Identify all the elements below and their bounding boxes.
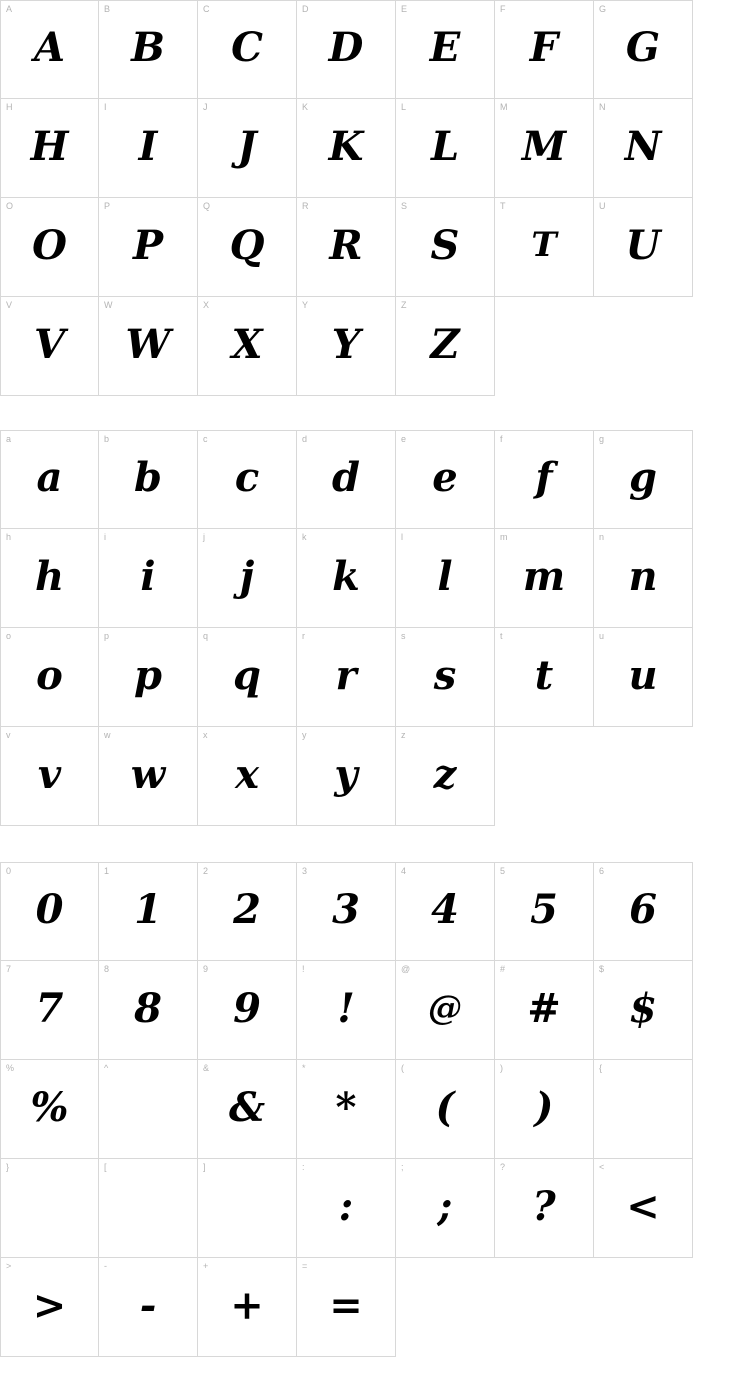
glyph-preview: J	[237, 122, 257, 170]
glyph-cell[interactable]	[99, 198, 198, 297]
glyph-cell[interactable]	[198, 529, 297, 628]
glyph-row	[0, 961, 740, 1060]
glyph-label: #	[500, 964, 506, 974]
glyph-cell[interactable]	[297, 862, 396, 961]
glyph-preview: w	[130, 750, 166, 798]
glyph-label: <	[599, 1162, 605, 1172]
glyph-preview: M	[521, 122, 567, 170]
glyph-preview: X	[231, 320, 263, 368]
glyph-label: D	[302, 4, 309, 14]
glyph-row	[0, 1258, 740, 1357]
glyph-preview: q	[233, 651, 261, 699]
glyph-cell[interactable]	[0, 862, 99, 961]
glyph-preview: !	[337, 984, 355, 1032]
glyph-row	[0, 297, 740, 396]
glyph-label: :	[302, 1162, 305, 1172]
glyph-preview: y	[334, 750, 358, 798]
glyph-cell[interactable]	[99, 961, 198, 1060]
glyph-preview: D	[328, 24, 364, 71]
glyph-preview: N	[624, 122, 662, 170]
glyph-cell[interactable]	[0, 99, 99, 198]
glyph-label: E	[401, 4, 408, 14]
glyph-preview: b	[134, 454, 162, 501]
glyph-preview: z	[433, 750, 457, 798]
glyph-preview: G	[625, 24, 661, 71]
glyph-label: K	[302, 102, 309, 112]
glyph-preview: r	[335, 651, 357, 699]
glyph-label: Z	[401, 300, 407, 310]
glyph-label: o	[6, 631, 12, 641]
glyph-label: R	[302, 201, 309, 211]
glyph-cell[interactable]	[495, 862, 594, 961]
glyph-cell[interactable]	[396, 0, 495, 99]
glyph-label: 5	[500, 866, 506, 876]
glyph-preview: )	[534, 1083, 554, 1131]
glyph-label: x	[203, 730, 208, 740]
glyph-cell[interactable]	[0, 529, 99, 628]
glyph-cell[interactable]	[495, 961, 594, 1060]
glyph-cell[interactable]	[198, 297, 297, 396]
glyph-label: ?	[500, 1162, 506, 1172]
glyph-cell[interactable]	[594, 628, 693, 727]
glyph-preview: <	[626, 1182, 660, 1230]
glyph-preview: :	[338, 1182, 354, 1230]
glyph-label: b	[104, 434, 110, 444]
glyph-label: [	[104, 1162, 107, 1172]
glyph-label: C	[203, 4, 210, 14]
glyph-preview: @	[428, 988, 462, 1028]
glyph-preview: 2	[233, 886, 261, 933]
glyph-preview: (	[435, 1083, 455, 1131]
glyph-preview: B	[131, 24, 165, 71]
glyph-preview: O	[32, 221, 67, 269]
glyph-label: ;	[401, 1162, 404, 1172]
glyph-cell-empty	[396, 1258, 495, 1357]
glyph-cell[interactable]	[297, 1258, 396, 1357]
glyph-label: W	[104, 300, 113, 310]
glyph-cell[interactable]	[0, 430, 99, 529]
glyph-label: &	[203, 1063, 210, 1073]
glyph-preview: v	[37, 750, 62, 798]
glyph-cell[interactable]	[99, 99, 198, 198]
glyph-cell[interactable]	[297, 961, 396, 1060]
glyph-preview: F	[529, 24, 559, 71]
glyph-preview: &	[228, 1083, 266, 1131]
glyph-cell[interactable]	[0, 961, 99, 1060]
glyph-cell[interactable]	[594, 1159, 693, 1258]
glyph-cell[interactable]	[198, 0, 297, 99]
glyph-cell[interactable]	[297, 0, 396, 99]
glyph-preview	[1, 1159, 98, 1257]
glyph-label: j	[203, 532, 206, 542]
glyph-cell[interactable]	[99, 0, 198, 99]
glyph-preview: h	[34, 552, 65, 600]
glyph-label: Y	[302, 300, 309, 310]
glyph-preview: S	[430, 221, 460, 269]
glyph-cell[interactable]	[99, 628, 198, 727]
glyph-label: a	[6, 434, 12, 444]
glyph-preview: %	[30, 1083, 69, 1131]
glyph-label: t	[500, 631, 503, 641]
glyph-cell[interactable]	[198, 961, 297, 1060]
glyph-cell[interactable]	[0, 297, 99, 396]
glyph-preview	[99, 1060, 197, 1158]
glyph-preview: Q	[229, 221, 265, 269]
glyph-preview: +	[230, 1281, 264, 1329]
glyph-cell[interactable]	[594, 99, 693, 198]
glyph-cell[interactable]	[396, 198, 495, 297]
glyph-label: k	[302, 532, 307, 542]
glyph-row	[0, 727, 740, 826]
glyph-preview: o	[36, 651, 63, 699]
glyph-label: M	[500, 102, 508, 112]
glyph-preview: >	[32, 1281, 67, 1329]
glyph-preview: V	[33, 320, 66, 368]
glyph-cell[interactable]	[99, 862, 198, 961]
glyph-label: c	[203, 434, 208, 444]
glyph-preview: ?	[532, 1182, 556, 1230]
glyph-cell[interactable]	[0, 198, 99, 297]
glyph-label: !	[302, 964, 305, 974]
glyph-preview: =	[329, 1281, 363, 1329]
glyph-cell[interactable]	[198, 727, 297, 826]
glyph-preview: x	[235, 750, 259, 798]
glyph-cell[interactable]	[495, 628, 594, 727]
glyph-cell[interactable]	[594, 430, 693, 529]
glyph-preview: g	[629, 454, 657, 501]
glyph-cell[interactable]	[0, 0, 99, 99]
glyph-row	[0, 430, 740, 529]
glyph-cell[interactable]	[297, 529, 396, 628]
glyph-preview: p	[134, 651, 162, 699]
glyph-label: 0	[6, 866, 12, 876]
glyph-label: 8	[104, 964, 110, 974]
glyph-cell-empty	[594, 727, 693, 826]
glyph-preview: I	[138, 122, 158, 170]
glyph-cell[interactable]	[594, 529, 693, 628]
glyph-cell[interactable]	[0, 628, 99, 727]
glyph-label: T	[500, 201, 506, 211]
glyph-label: U	[599, 201, 606, 211]
glyph-label: {	[599, 1063, 603, 1073]
glyph-preview: *	[335, 1083, 357, 1131]
glyph-cell[interactable]	[495, 430, 594, 529]
glyph-preview	[99, 1159, 197, 1257]
glyph-label: G	[599, 4, 607, 14]
glyph-label: S	[401, 201, 408, 211]
glyph-cell[interactable]	[396, 727, 495, 826]
glyph-label: l	[401, 532, 404, 542]
glyph-preview: s	[433, 651, 457, 699]
glyph-cell[interactable]	[495, 529, 594, 628]
glyph-preview: L	[430, 122, 460, 170]
glyph-label: @	[401, 964, 411, 974]
glyph-cell[interactable]	[0, 1159, 99, 1258]
glyph-cell[interactable]	[594, 862, 693, 961]
block-gap	[0, 826, 740, 862]
glyph-cell[interactable]	[99, 297, 198, 396]
glyph-label: f	[500, 434, 503, 444]
glyph-preview: e	[432, 454, 458, 501]
glyph-label: L	[401, 102, 407, 112]
glyph-label: 7	[6, 964, 12, 974]
glyph-preview: c	[234, 454, 260, 501]
glyph-preview: T	[531, 225, 557, 265]
glyph-preview: W	[125, 320, 171, 368]
glyph-preview: 8	[134, 984, 162, 1032]
glyph-preview	[594, 1060, 692, 1158]
glyph-label: +	[203, 1261, 209, 1271]
glyph-preview: m	[522, 552, 566, 600]
glyph-cell[interactable]	[297, 1159, 396, 1258]
glyph-cell[interactable]	[396, 1159, 495, 1258]
glyph-preview: Z	[430, 320, 460, 368]
glyph-preview: 4	[431, 886, 459, 933]
glyph-label: B	[104, 4, 111, 14]
glyph-label: Q	[203, 201, 211, 211]
glyph-cell[interactable]	[198, 1159, 297, 1258]
glyph-preview: -	[139, 1281, 157, 1329]
glyph-label: *	[302, 1063, 306, 1073]
glyph-row	[0, 99, 740, 198]
glyph-cell[interactable]	[495, 1060, 594, 1159]
glyph-label: >	[6, 1261, 12, 1271]
glyph-cell[interactable]	[396, 99, 495, 198]
glyph-label: g	[599, 434, 605, 444]
glyph-label: J	[203, 102, 208, 112]
glyph-cell[interactable]	[198, 430, 297, 529]
glyph-cell[interactable]	[297, 99, 396, 198]
glyph-row	[0, 198, 740, 297]
glyph-label: (	[401, 1063, 405, 1073]
glyph-preview: a	[36, 454, 63, 501]
glyph-preview: #	[527, 984, 561, 1032]
glyph-preview: K	[328, 122, 364, 170]
glyph-label: i	[104, 532, 107, 542]
glyph-row	[0, 0, 740, 99]
glyph-label: P	[104, 201, 111, 211]
glyph-cell[interactable]	[396, 297, 495, 396]
glyph-preview: H	[30, 122, 69, 170]
glyph-preview: C	[231, 24, 263, 71]
glyph-label: %	[6, 1063, 15, 1073]
glyph-label: ^	[104, 1063, 109, 1073]
glyph-label: $	[599, 964, 605, 974]
glyph-cell[interactable]	[0, 1060, 99, 1159]
glyph-cell[interactable]	[495, 0, 594, 99]
glyph-cell[interactable]	[594, 198, 693, 297]
glyph-preview: Y	[331, 320, 361, 368]
glyph-cell[interactable]	[0, 1258, 99, 1357]
glyph-cell[interactable]	[396, 430, 495, 529]
glyph-cell[interactable]	[396, 628, 495, 727]
glyph-label: w	[104, 730, 111, 740]
glyph-cell[interactable]	[297, 430, 396, 529]
glyph-label: 1	[104, 866, 110, 876]
glyph-label: e	[401, 434, 407, 444]
glyph-cell[interactable]	[297, 297, 396, 396]
glyph-cell-empty	[594, 1258, 693, 1357]
glyph-label: m	[500, 532, 508, 542]
glyph-cell[interactable]	[198, 198, 297, 297]
glyph-preview: k	[332, 552, 360, 600]
glyph-preview: U	[625, 221, 661, 269]
glyph-label: }	[6, 1162, 10, 1172]
glyph-cell[interactable]	[198, 628, 297, 727]
glyph-label: -	[104, 1261, 108, 1271]
glyph-block-uppercase	[0, 0, 740, 396]
glyph-label: )	[500, 1063, 504, 1073]
glyph-preview: l	[437, 552, 453, 600]
glyph-preview: j	[239, 552, 255, 600]
glyph-cell[interactable]	[0, 727, 99, 826]
glyph-preview: P	[132, 221, 164, 269]
glyph-block-lowercase	[0, 430, 740, 826]
glyph-preview: n	[628, 552, 658, 600]
glyph-preview: R	[329, 221, 363, 269]
glyph-label: s	[401, 631, 406, 641]
glyph-preview: u	[628, 651, 658, 699]
glyph-label: r	[302, 631, 306, 641]
glyph-label: v	[6, 730, 11, 740]
glyph-preview: 1	[134, 886, 162, 933]
glyph-cell[interactable]	[297, 628, 396, 727]
glyph-preview: A	[33, 24, 66, 71]
glyph-cell[interactable]	[495, 1159, 594, 1258]
glyph-label: N	[599, 102, 606, 112]
glyph-label: I	[104, 102, 107, 112]
glyph-cell[interactable]	[198, 1258, 297, 1357]
glyph-label: p	[104, 631, 110, 641]
glyph-label: O	[6, 201, 14, 211]
glyph-label: z	[401, 730, 406, 740]
glyph-preview: t	[534, 651, 554, 699]
glyph-cell-empty	[594, 297, 693, 396]
block-gap	[0, 396, 740, 430]
glyph-cell[interactable]	[396, 862, 495, 961]
glyph-cell[interactable]	[297, 198, 396, 297]
glyph-cell[interactable]	[297, 1060, 396, 1159]
glyph-label: X	[203, 300, 210, 310]
glyph-preview: ;	[437, 1182, 453, 1230]
glyph-preview: E	[429, 24, 461, 71]
glyph-cell[interactable]	[594, 1060, 693, 1159]
glyph-label: n	[599, 532, 605, 542]
glyph-cell[interactable]	[198, 1060, 297, 1159]
glyph-preview: 7	[35, 984, 64, 1032]
glyph-label: y	[302, 730, 307, 740]
glyph-preview: i	[140, 552, 156, 600]
glyph-cell[interactable]	[396, 1060, 495, 1159]
glyph-label: u	[599, 631, 605, 641]
glyph-preview: f	[535, 454, 553, 501]
glyph-preview: 3	[332, 886, 360, 933]
glyph-preview: d	[332, 454, 360, 501]
glyph-cell[interactable]	[99, 1060, 198, 1159]
glyph-block-symbols	[0, 862, 740, 1357]
glyph-cell-empty	[495, 1258, 594, 1357]
glyph-cell[interactable]	[495, 198, 594, 297]
glyph-preview: $	[629, 984, 657, 1032]
glyph-cell[interactable]	[99, 727, 198, 826]
glyph-cell[interactable]	[99, 1159, 198, 1258]
glyph-row	[0, 628, 740, 727]
glyph-label: 6	[599, 866, 605, 876]
glyph-label: F	[500, 4, 506, 14]
glyph-label: 2	[203, 866, 209, 876]
glyph-label: H	[6, 102, 13, 112]
glyph-label: 4	[401, 866, 407, 876]
glyph-row	[0, 1060, 740, 1159]
glyph-preview: 0	[35, 886, 64, 933]
glyph-cell-empty	[495, 727, 594, 826]
glyph-preview: 5	[530, 886, 558, 933]
glyph-label: =	[302, 1261, 308, 1271]
glyph-cell[interactable]	[396, 529, 495, 628]
glyph-cell[interactable]	[99, 1258, 198, 1357]
glyph-row	[0, 1159, 740, 1258]
glyph-label: q	[203, 631, 209, 641]
glyph-label: 9	[203, 964, 209, 974]
glyph-row	[0, 862, 740, 961]
glyph-label: A	[6, 4, 13, 14]
glyph-cell[interactable]	[594, 0, 693, 99]
glyph-row	[0, 529, 740, 628]
glyph-preview	[198, 1159, 296, 1257]
glyph-label: ]	[203, 1162, 206, 1172]
glyph-cell[interactable]	[198, 99, 297, 198]
glyph-cell[interactable]	[99, 529, 198, 628]
glyph-preview: 9	[233, 984, 261, 1032]
glyph-cell[interactable]	[99, 430, 198, 529]
glyph-cell[interactable]	[297, 727, 396, 826]
glyph-cell[interactable]	[495, 99, 594, 198]
glyph-label: d	[302, 434, 308, 444]
glyph-cell[interactable]	[198, 862, 297, 961]
glyph-label: V	[6, 300, 13, 310]
glyph-preview: 6	[629, 886, 657, 933]
glyph-label: 3	[302, 866, 308, 876]
glyph-cell[interactable]	[396, 961, 495, 1060]
glyph-cell[interactable]	[594, 961, 693, 1060]
glyph-label: h	[6, 532, 12, 542]
glyph-cell-empty	[495, 297, 594, 396]
